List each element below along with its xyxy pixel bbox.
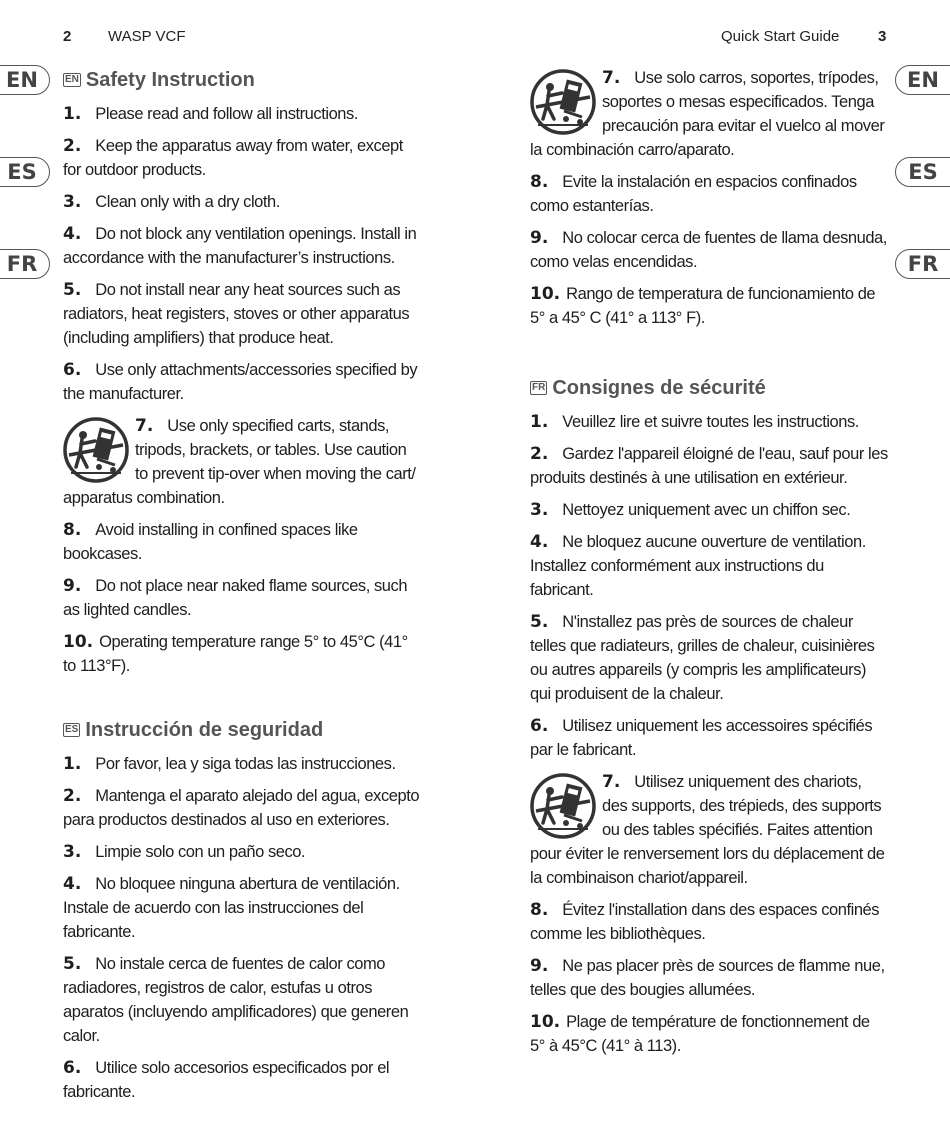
section-title-text: Safety Instruction	[85, 69, 255, 91]
list-item: 4. Ne bloquez aucune ouverture de ventilation. Installez conformément aux instructions du fabricant.	[530, 532, 866, 599]
list-item: 3. Clean only with a dry cloth.	[63, 192, 280, 212]
list-item: 9. Ne pas placer près de sources de flamme nue, telles que des bougies allumées.	[530, 956, 885, 999]
lang-tab-en-left[interactable]: EN	[0, 65, 50, 95]
list-item: 2. Gardez l'appareil éloigné de l'eau, sauf pour les produits destinés à une utilisation en extérieur.	[530, 444, 888, 487]
list-item: 6. Utilisez uniquement les accessoires spécifiés par le fabricant.	[530, 716, 873, 759]
section-title-text: Instrucción de seguridad	[85, 719, 324, 741]
left-running-title: WASP VCF	[108, 28, 186, 45]
list-item: 4. Do not block any ventilation openings. Install in accordance with the manufacturer’s instructions.	[63, 224, 417, 267]
lang-tab-fr-left[interactable]: FR	[0, 249, 50, 279]
list-item: 9. Do not place near naked flame sources, such as lighted candles.	[63, 576, 408, 619]
lang-tag-fr: FR	[532, 382, 546, 393]
list-item: 7. Use solo carros, soportes, trípodes, soportes o mesas especificados. Tenga precaución para evitar el vuelco al mover la combinación carro/aparato.	[530, 68, 885, 159]
list-item: 8. Evite la instalación en espacios confinados como estanterías.	[530, 172, 857, 215]
left-column	[63, 66, 421, 1112]
right-column	[530, 66, 888, 1066]
lang-tag-es: ES	[65, 724, 79, 735]
list-item: 2. Keep the apparatus away from water, except for outdoor products.	[63, 136, 403, 179]
list-item: 3. Nettoyez uniquement avec un chiffon sec.	[530, 500, 851, 520]
lang-tab-en-right[interactable]: EN	[895, 65, 950, 95]
tip-over-warning-cart-icon	[63, 417, 129, 483]
list-item: 1. Veuillez lire et suivre toutes les instructions.	[530, 412, 859, 432]
section-title-fr	[530, 374, 888, 402]
list-item: 10. Operating temperature range 5° to 45°C (41° to 113°F).	[63, 632, 408, 675]
tip-over-warning-cart-icon	[530, 773, 596, 839]
section-title-en	[63, 66, 421, 94]
list-item: 7. Use only specified carts, stands, tripods, brackets, or tables. Use caution to prevent tip-over when moving the cart/ apparatus combination.	[63, 416, 416, 507]
lang-tab-fr-right[interactable]: FR	[895, 249, 950, 279]
right-running-title: Quick Start Guide	[721, 28, 840, 45]
list-item: 1. Please read and follow all instructions.	[63, 104, 358, 124]
list-item: 2. Mantenga el aparato alejado del agua, excepto para productos destinados al uso en exteriores.	[63, 786, 420, 829]
list-item: 3. Limpie solo con un paño seco.	[63, 842, 306, 862]
right-page-number: 3	[878, 28, 887, 45]
section-title-text: Consignes de sécurité	[552, 377, 766, 399]
list-item: 6. Use only attachments/accessories specified by the manufacturer.	[63, 360, 418, 403]
list-item: 5. N'installez pas près de sources de chaleur telles que radiateurs, grilles de chaleur, cuisinières ou autres appareils (y compris les amplificateurs) qui produisent de la chaleur.	[530, 612, 875, 703]
list-item: 5. Do not install near any heat sources such as radiators, heat registers, stoves or other apparatus (including amplifiers) that produce heat.	[63, 280, 410, 347]
list-item: 9. No colocar cerca de fuentes de llama desnuda, como velas encendidas.	[530, 228, 887, 271]
list-item: 5. No instale cerca de fuentes de calor como radiadores, registros de calor, estufas u otros aparatos (incluyendo amplificadores) que generen calor.	[63, 954, 409, 1045]
left-page-number: 2	[63, 28, 72, 45]
list-item: 8. Évitez l'installation dans des espaces confinés comme les bibliothèques.	[530, 900, 880, 943]
list-item: 4. No bloquee ninguna abertura de ventilación. Instale de acuerdo con las instrucciones del fabricante.	[63, 874, 400, 941]
list-item: 7. Utilisez uniquement des chariots, des supports, des trépieds, des supports ou des tables spécifiés. Faites attention pour éviter le renversement lors du déplacement de la combinaison chariot/appareil.	[530, 772, 885, 887]
list-item: 10. Rango de temperatura de funcionamiento de 5° a 45° C (41° a 113° F).	[530, 284, 876, 327]
list-item: 6. Utilice solo accesorios especificados por el fabricante.	[63, 1058, 390, 1101]
list-item: 8. Avoid installing in confined spaces like bookcases.	[63, 520, 358, 563]
tip-over-warning-cart-icon	[530, 69, 596, 135]
lang-tab-es-right[interactable]: ES	[895, 157, 950, 187]
list-item: 10. Plage de température de fonctionnement de 5° à 45°C (41° à 113).	[530, 1012, 870, 1055]
section-title-es	[63, 716, 421, 744]
list-item: 1. Por favor, lea y siga todas las instrucciones.	[63, 754, 396, 774]
lang-tag-en: EN	[65, 74, 79, 85]
lang-tab-es-left[interactable]: ES	[0, 157, 50, 187]
